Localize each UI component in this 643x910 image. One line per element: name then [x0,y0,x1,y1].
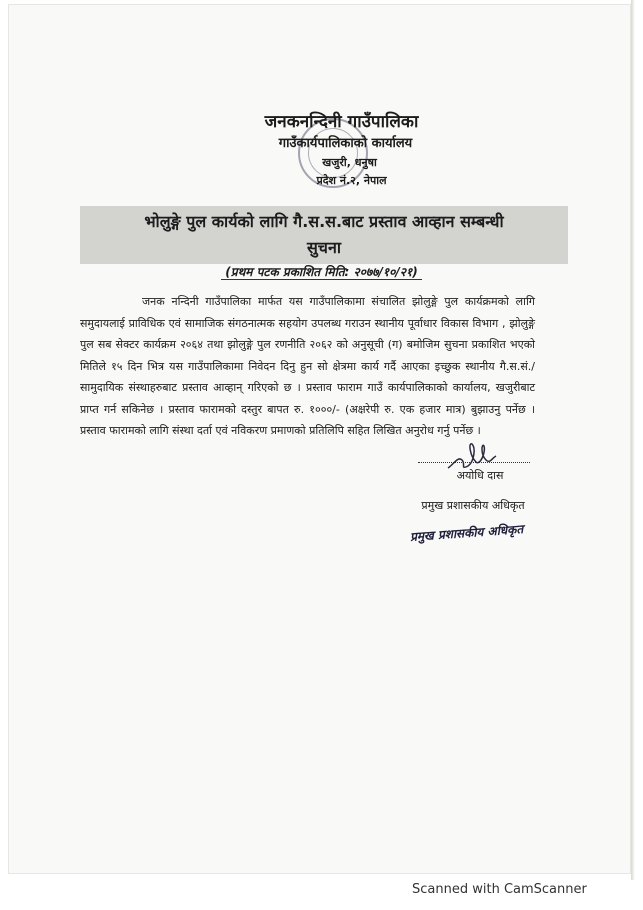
signatory-title: प्रमुख प्रशासकीय अधिकृत [421,499,525,512]
signature-line [418,462,530,463]
notice-title: भोलुङ्गे पुल कार्यको लागि गै.स.स.बाट प्रस्ताव आव्हान सम्बन्धी [144,212,504,231]
office-address: खजुरी, धनुषा [322,156,377,169]
office-name: गाउँकार्यपालिकाको कार्यालय [278,136,413,151]
notice-body: जनक नन्दिनी गाउँपालिका मार्फत यस गाउँपालिकामा संचालित झोलुङ्गे पुल कार्यक्रमको लागि समुदायलाई प्राविधिक एवं सामाजिक संगठनात्मक सहयोग उपलब्ध गराउन स्थानीय पूर्वाधार विकास विभाग , झोलुङ्गे पुल सब सेक्टर कार्यक्रम २०६४ तथा झोलुङ्गे पुल रणनीति २०६२ को अनुसूची (ग) बमोजिम सुचना प्रकाशित भएको मितिले १५ दिन भित्र यस गाउँपालिकामा निवेदन दिनु हुन सो क्षेत्रमा कार्य गर्दै आएका इच्छुक स्थानीय गै.स.सं./सामुदायिक संस्थाहरुबाट प्रस्ताव आव्हान् गरिएको छ । प्रस्ताव फाराम गाउँ कार्यपालिकाको कार्यालय, खजुरीबाट प्राप्त गर्न सकिनेछ । प्रस्ताव फारामको दस्तुर बापत रु. १०००/- (अक्षरेपी रु. एक हजार मात्र) बुझाउनु पर्नेछ । प्रस्ताव फारामको लागि संस्था दर्ता एवं नविकरण प्रमाणको प्रतिलिपि सहित लिखित अनुरोध गर्नु पर्नेछ । [80,295,535,437]
notice-title-line2: सुचना [306,238,341,257]
org-name: जनकनन्दिनी गाउँपालिका [264,112,419,132]
scanner-watermark: Scanned with CamScanner [412,882,587,897]
publish-date: (प्रथम पटक प्रकाशित मिति: २०७७/१०/२१) [221,265,421,280]
designation-stamp: प्रमुख प्रशासकीय अधिकृत [409,522,524,544]
letterhead [0,110,643,190]
publish-date-line [0,263,643,280]
signatory-name: अयोधि दास [456,469,504,482]
province: प्रदेश नं.२, नेपाल [316,174,387,187]
notice-title-box [80,206,568,264]
